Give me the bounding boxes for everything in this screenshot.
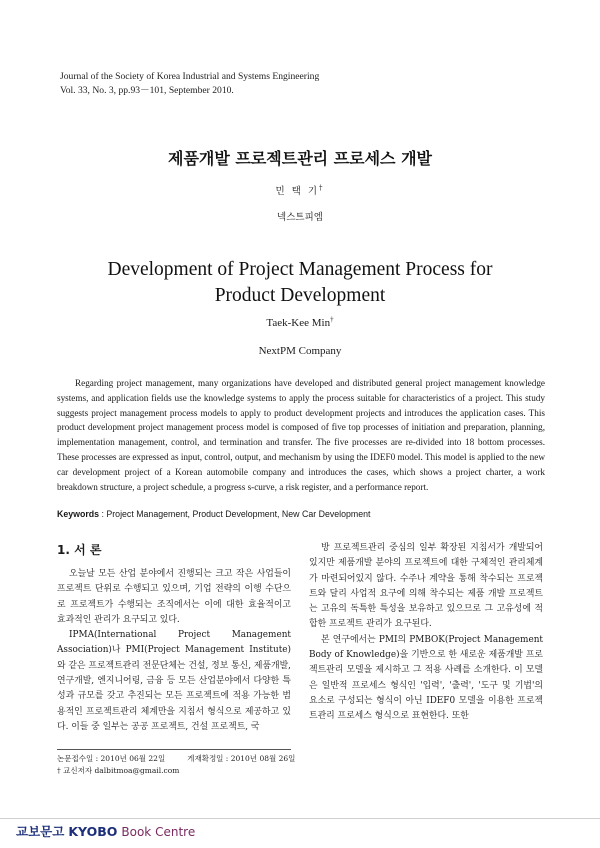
footnotes xyxy=(57,753,295,777)
corresponding-author: 교신저자 dalbitmoa@gmail.com xyxy=(63,766,180,775)
logo-sub: Book Centre xyxy=(121,825,196,839)
author-korean-name: 민 택 기 xyxy=(275,186,320,197)
kyobo-logo xyxy=(16,822,195,840)
title-english-line2: Product Development xyxy=(214,285,386,306)
section-heading: 1. 서 론 xyxy=(57,543,102,557)
logo-brand: KYOBO xyxy=(68,824,118,839)
paragraph: IPMA(International Project Management Association)나 PMI(Project Management Institute)와 같은 프로젝트관리 전문단체는 건설, 정보 통신, 제품개발, 연구개발, 엔지니어링, 금융 등 모든 산업분야에서 다양한 특성과 규모를 갖고 추진되는 모든 프로젝트에 적용 가능한 범용적인 프로젝트관리 체계만을 지침서 형식으로 제공하고 있다. 이들 중 일부는 공공 프로젝트, 건설 프로젝트, 국 xyxy=(57,630,291,732)
keywords xyxy=(57,509,370,519)
affiliation-english: NextPM Company xyxy=(258,345,342,357)
body-column-left xyxy=(57,541,291,735)
title-english xyxy=(0,257,600,309)
affiliation-korean: 넥스트피엠 xyxy=(277,212,323,223)
bottom-divider xyxy=(0,818,600,819)
body-column-right xyxy=(309,541,543,725)
dagger-mark: † xyxy=(319,183,325,192)
footnote-corresponding xyxy=(57,765,295,777)
title-korean: 제품개발 프로젝트관리 프로세스 개발 xyxy=(167,149,432,168)
author-english-name: Taek-Kee Min xyxy=(266,317,331,329)
accepted-date: 게재확정일 : 2010년 08월 26일 xyxy=(187,754,296,763)
logo-korean: 교보문고 xyxy=(16,824,65,839)
journal-volume: Vol. 33, No. 3, pp.93－101, September 2010. xyxy=(60,85,234,96)
paragraph: 방 프로젝트관리 중심의 일부 확장된 지침서가 개발되어 있지만 제품개발 분야의 프로젝트에 대한 구체적인 관리체계가 마련되어있지 않다. 수주나 계약을 통해 착수되는 프로젝트와 달리 사업적 요구에 의해 착수되는 제품 개발 프로젝트는 고유의 독특한 특성을 보유하고 있으므로 그 고유성에 적합한 프로젝트 관리가 요구된다. xyxy=(309,543,543,630)
paragraph: 본 연구에서는 PMI의 PMBOK(Project Management Body of Knowledge)을 기반으로 한 새로운 제품개발 프로젝트관리 모델을 제시하고 그 적용 사례를 소개한다. 이 모델은 일반적 프로세스 형식인 '입력', '출력', '도구 및 기법'의 요소로 구성되는 형식이 아닌 IDEF0 모델을 이용한 프로젝트관리 프로세스 형식으로 표현한다. 또한 xyxy=(309,634,543,722)
author-korean xyxy=(0,183,600,197)
bottom-watermark-bar xyxy=(0,818,600,848)
dagger-mark: † xyxy=(330,315,334,324)
footnote-dates xyxy=(57,753,295,765)
journal-header xyxy=(60,70,319,98)
paragraph: 오늘날 모든 산업 분야에서 진행되는 크고 작은 사업들이 프로젝트 단위로 수행되고 있으며, 기업 전략의 이행 수단으로 프로젝트가 수행되는 조직에서는 이에 대한 효율적이고 효과적인 관리가 요구되고 있다. xyxy=(57,569,291,625)
author-english xyxy=(0,317,600,329)
keywords-label: Keywords xyxy=(57,509,100,519)
abstract: Regarding project management, many organizations have developed and distributed general project management knowledge systems, and application fields use the knowledge systems to apply the process suitable for characteristics of a project. This study suggests project management process models to apply to product development projects and introduces the application cases. This product development project management process model is composed of five top processes of initiation and preparation, planning, implementation management, control, and termination and transfer. The five processes are re-divided into 18 bottom processes. These processes are expressed as input, control, output, and mechanism by using the IDEF0 model. This model is applied to the new car development project of a Korean automobile company and introduces the cases, which shows a project charter, a work breakdown structure, a project schedule, a progress s-curve, a risk register, and a performance report. xyxy=(57,378,545,492)
received-date: 논문접수일 : 2010년 06월 22일 xyxy=(57,754,166,763)
dagger-mark: † xyxy=(57,766,61,775)
footnote-divider xyxy=(57,749,291,750)
journal-name: Journal of the Society of Korea Industrial and Systems Engineering xyxy=(60,71,320,82)
title-english-line1: Development of Project Management Process for xyxy=(107,259,493,280)
keywords-text: : Project Management, Product Development, New Car Development xyxy=(101,509,371,519)
